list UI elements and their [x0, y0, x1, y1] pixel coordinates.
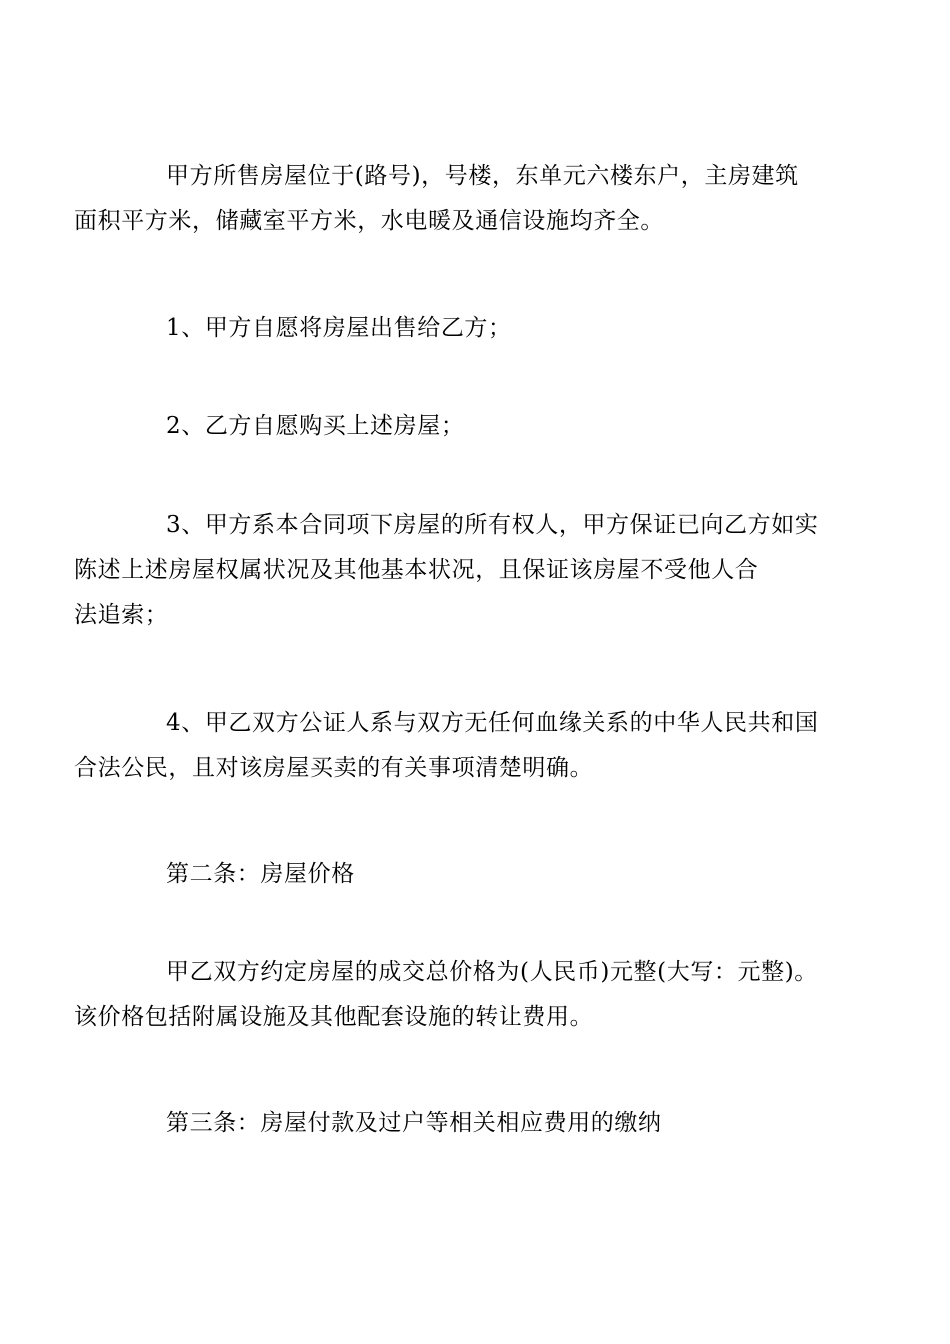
clause-item-3 — [74, 503, 836, 638]
paragraph-line: 3、甲方系本合同项下房屋的所有权人，甲方保证已向乙方如实 — [166, 512, 819, 538]
paragraph-line: 合法公民，且对该房屋买卖的有关事项清楚明确。 — [74, 755, 594, 781]
clause-item-2 — [120, 404, 836, 449]
paragraph-line: 面积平方米，储藏室平方米，水电暖及通信设施均齐全。 — [74, 208, 664, 234]
paragraph-line: 陈述上述房屋权属状况及其他基本状况，且保证该房屋不受他人合 — [74, 557, 759, 583]
section-heading-article-2 — [120, 852, 836, 897]
paragraph-line: 甲乙双方约定房屋的成交总价格为(人民币)元整(大写：元整)。 — [166, 959, 818, 985]
paragraph-property-location — [74, 154, 836, 244]
paragraph-line: 法追索； — [74, 602, 169, 628]
section-heading-article-3 — [120, 1101, 836, 1146]
paragraph-price — [74, 950, 836, 1040]
paragraph-line: 4、甲乙双方公证人系与双方无任何血缘关系的中华人民共和国 — [166, 710, 819, 736]
section-heading-text: 第二条：房屋价格 — [166, 861, 355, 887]
clause-item-4 — [74, 701, 836, 791]
section-heading-text: 第三条：房屋付款及过户等相关相应费用的缴纳 — [166, 1110, 662, 1136]
paragraph-line: 该价格包括附属设施及其他配套设施的转让费用。 — [74, 1004, 594, 1030]
paragraph-line: 1、甲方自愿将房屋出售给乙方； — [166, 315, 512, 341]
paragraph-line: 甲方所售房屋位于(路号)，号楼，东单元六楼东户，主房建筑 — [166, 163, 799, 189]
paragraph-line: 2、乙方自愿购买上述房屋； — [166, 413, 465, 439]
clause-item-1 — [120, 306, 836, 351]
